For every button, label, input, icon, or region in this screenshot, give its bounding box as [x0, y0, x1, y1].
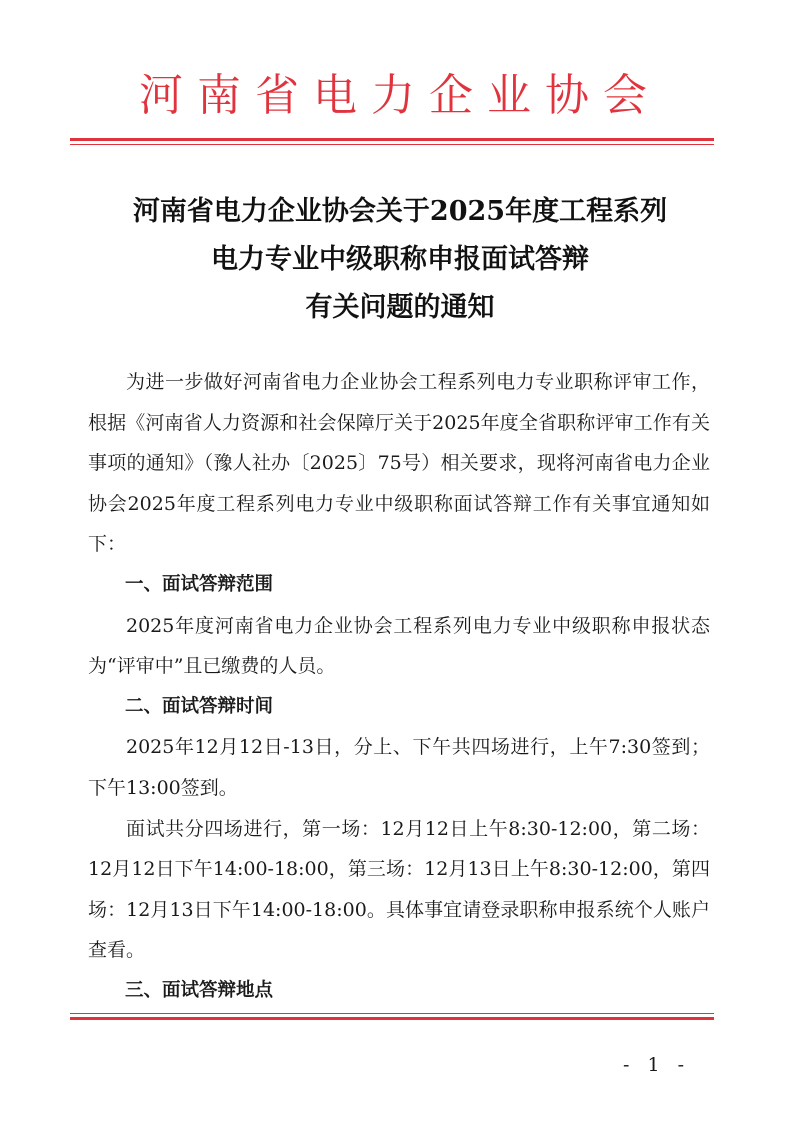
- page-number: - 1 -: [622, 1054, 690, 1076]
- document-title: [0, 188, 800, 332]
- title-line-3: 有关问题的通知: [305, 292, 495, 323]
- title-line-2: 电力专业中级职称申报面试答辩: [211, 244, 589, 275]
- letterhead-red-rule-thin: [70, 144, 714, 145]
- scope-paragraph: 2025年度河南省电力企业协会工程系列电力专业中级职称申报状态为“评审中”且已缴费的人员。: [88, 614, 710, 678]
- section-heading-location: 三、面试答辩地点: [125, 979, 274, 1001]
- footer-red-rule-thin: [70, 1013, 714, 1014]
- letterhead-org-name: 河南省电力企业协会: [139, 70, 661, 121]
- section-heading-time: 二、面试答辩时间: [125, 695, 274, 717]
- title-line-1: 河南省电力企业协会关于2025年度工程系列: [132, 196, 668, 227]
- intro-paragraph: 为进一步做好河南省电力企业协会工程系列电力专业职称评审工作，根据《河南省人力资源和社会保障厅关于2025年度全省职称评审工作有关事项的通知》（豫人社办〔2025〕75号）相关要求，现将河南省电力企业协会2025年度工程系列电力专业中级职称面试答辩工作有关事宜通知如下：: [88, 371, 710, 556]
- footer-red-rule: [70, 1017, 714, 1020]
- section-heading-scope: 一、面试答辩范围: [125, 573, 274, 595]
- time-paragraph-1: 2025年12月12日-13日，分上、下午共四场进行，上午7:30签到；下午13:00签到。: [88, 736, 710, 799]
- letterhead-red-rule: [70, 138, 714, 141]
- time-paragraph-2: 面试共分四场进行，第一场：12月12日上午8:30-12:00，第二场：12月12日下午14:00-18:00，第三场：12月13日上午8:30-12:00，第四场：12月13日下午14:00-18:00。具体事宜请登录职称申报系统个人账户查看。: [88, 817, 710, 962]
- document-body: [88, 362, 710, 1012]
